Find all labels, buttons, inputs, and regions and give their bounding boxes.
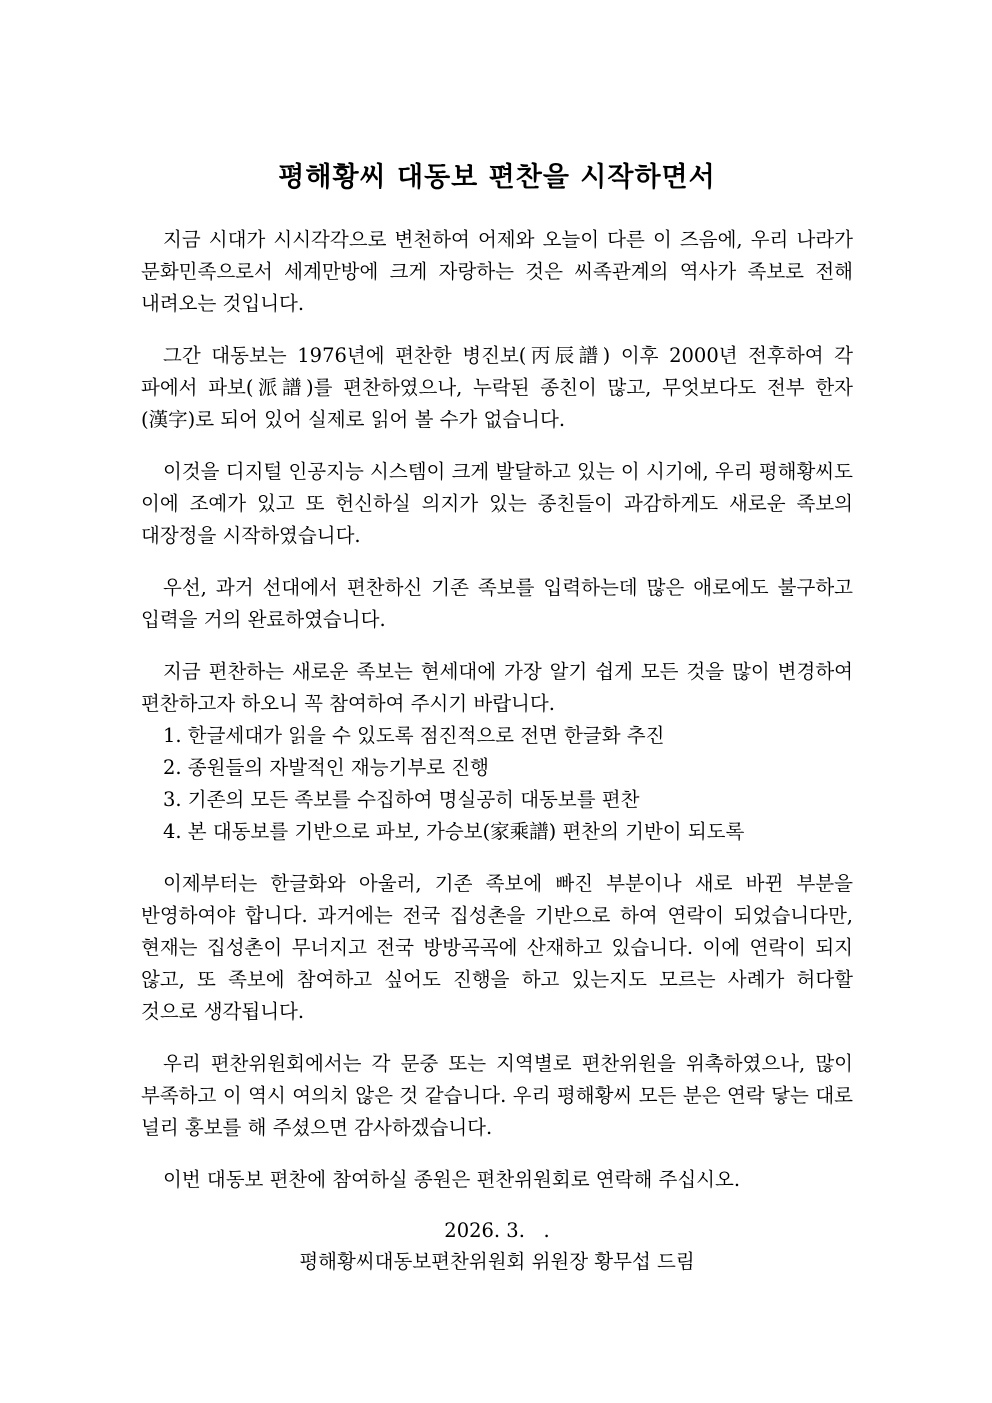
document-date: 2026. 3. .	[444, 1219, 550, 1242]
paragraph-7: 우리 편찬위원회에서는 각 문중 또는 지역별로 편찬위원을 위촉하였으나, 많이 부족하고 이 역시 여의치 않은 것 같습니다. 우리 평해황씨 모든 분은 연락 닿는 대로 널리 홍보를 해 주셨으면 감사하겠습니다.	[141, 1052, 853, 1139]
paragraph-2: 그간 대동보는 1976년에 편찬한 병진보(丙辰譜) 이후 2000년 전후하여 각 파에서 파보(派譜)를 편찬하였으나, 누락된 종친이 많고, 무엇보다도 전부 한자(漢字)로 되어 있어 실제로 읽어 볼 수가 없습니다.	[141, 344, 853, 431]
paragraph-4: 우선, 과거 선대에서 편찬하신 기존 족보를 입력하는데 많은 애로에도 불구하고 입력을 거의 완료하였습니다.	[141, 576, 853, 631]
document-page	[141, 152, 853, 1278]
list-item: 4. 본 대동보를 기반으로 파보, 가승보(家乘譜) 편찬의 기반이 되도록	[163, 820, 745, 843]
paragraph-1: 지금 시대가 시시각각으로 변천하여 어제와 오늘이 다른 이 즈음에, 우리 나라가 문화민족으로서 세계만방에 크게 자랑하는 것은 씨족관계의 역사가 족보로 전해 내려오는 것입니다.	[141, 228, 853, 315]
paragraph-3: 이것을 디지털 인공지능 시스템이 크게 발달하고 있는 이 시기에, 우리 평해황씨도 이에 조예가 있고 또 헌신하실 의지가 있는 종친들이 과감하게도 새로운 족보의 대장정을 시작하였습니다.	[141, 460, 853, 547]
document-title: 평해황씨 대동보 편찬을 시작하면서	[278, 162, 716, 193]
paragraph-6: 이제부터는 한글화와 아울러, 기존 족보에 빠진 부분이나 새로 바뀐 부분을 반영하여야 합니다. 과거에는 전국 집성촌을 기반으로 하여 연락이 되었습니다만, 현재는 집성촌이 무너지고 전국 방방곡곡에 산재하고 있습니다. 이에 연락이 되지 않고, 또 족보에 참여하고 싶어도 진행을 하고 있는지도 모르는 사례가 허다할 것으로 생각됩니다.	[141, 872, 853, 1023]
paragraph-5: 지금 편찬하는 새로운 족보는 현세대에 가장 알기 쉽게 모든 것을 많이 변경하여 편찬하고자 하오니 꼭 참여하여 주시기 바랍니다.	[141, 660, 853, 715]
goals-list	[141, 720, 853, 848]
list-item: 2. 종원들의 자발적인 재능기부로 진행	[163, 756, 489, 779]
list-item: 3. 기존의 모든 족보를 수집하여 명실공히 대동보를 편찬	[163, 788, 640, 811]
document-signer: 평해황씨대동보편찬위원회 위원장 황무섭 드림	[299, 1250, 695, 1273]
paragraph-8: 이번 대동보 편찬에 참여하실 종원은 편찬위원회로 연락해 주십시오.	[163, 1168, 741, 1191]
list-item: 1. 한글세대가 읽을 수 있도록 점진적으로 전면 한글화 추진	[163, 724, 665, 747]
